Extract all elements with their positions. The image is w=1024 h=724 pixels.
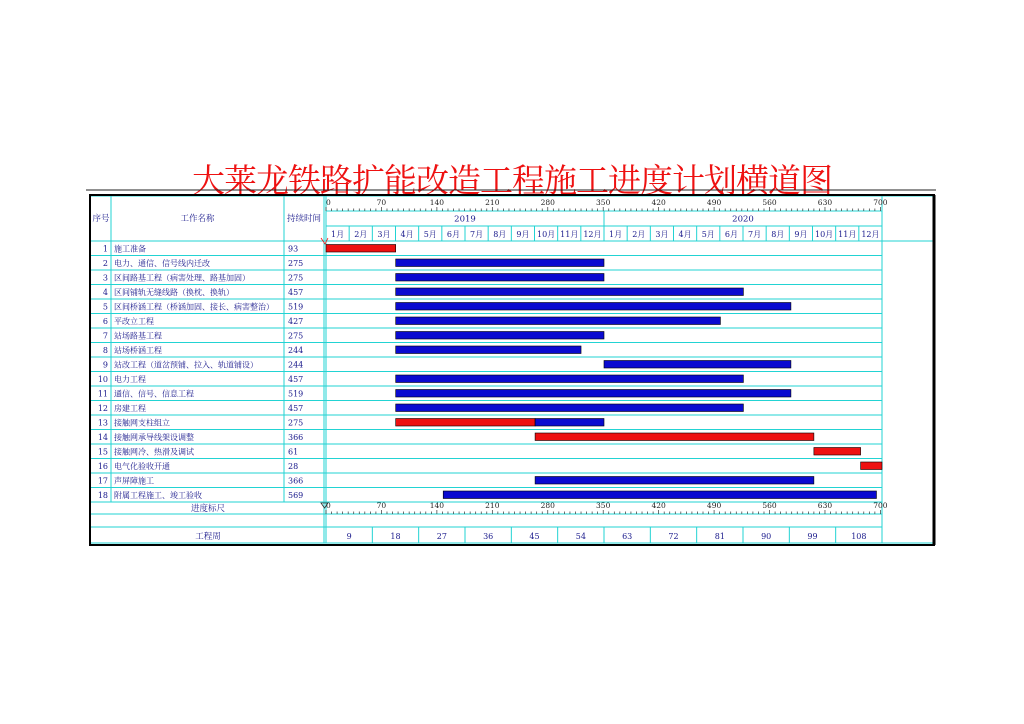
scale-tick-top-label: 280	[540, 198, 555, 207]
task-seq: 6	[102, 317, 108, 326]
month-label: 12月	[861, 230, 880, 239]
task-name: 区间路基工程（病害处理、路基加固）	[114, 273, 250, 283]
month-label: 5月	[701, 230, 715, 239]
year-label: 2019	[454, 214, 476, 225]
task-name: 房建工程	[114, 404, 146, 413]
header-duration: 持续时间	[286, 214, 322, 224]
task-name: 平改立工程	[114, 317, 154, 326]
scale-tick-bottom-label: 350	[596, 501, 611, 510]
gantt-bar-critical	[396, 419, 535, 427]
ruler-label: 进度标尺	[190, 504, 226, 514]
task-duration: 28	[288, 462, 299, 471]
task-name: 声屏障施工	[114, 476, 154, 486]
task-seq: 10	[97, 375, 108, 384]
task-name: 电力、通信、信号线内迁改	[114, 259, 210, 268]
task-seq: 3	[102, 273, 108, 283]
scale-tick-bottom-label: 210	[485, 501, 500, 510]
month-label: 2月	[632, 230, 646, 239]
task-seq: 18	[97, 491, 108, 500]
week-label: 45	[529, 532, 540, 541]
scale-tick-top-label: 350	[596, 198, 611, 207]
header-name: 工作名称	[180, 214, 215, 224]
task-name: 站改工程（道岔预铺、拉入、轨道铺设）	[114, 360, 258, 370]
scale-tick-top-label: 140	[429, 198, 445, 207]
task-seq: 13	[97, 418, 108, 428]
task-seq: 17	[97, 476, 108, 486]
gantt-bar	[396, 274, 604, 282]
task-duration: 519	[288, 302, 304, 312]
task-duration: 457	[288, 375, 304, 384]
month-label: 9月	[794, 230, 808, 239]
gantt-bar-critical	[326, 245, 396, 253]
task-seq: 8	[102, 346, 108, 355]
task-name: 区间铺轨无缝线路（换枕、换轨）	[114, 288, 234, 297]
scale-tick-bottom-label: 700	[873, 501, 888, 510]
task-name: 通信、信号、信息工程	[114, 389, 194, 399]
month-label: 7月	[748, 230, 762, 239]
gantt-bar	[604, 361, 791, 369]
gantt-bar	[535, 419, 604, 427]
task-duration: 427	[288, 317, 304, 326]
task-duration: 519	[288, 389, 304, 399]
week-label: 90	[761, 532, 772, 541]
task-seq: 16	[97, 462, 108, 471]
gantt-bar	[443, 491, 876, 499]
gantt-bar-critical	[535, 433, 814, 441]
year-label: 2020	[732, 214, 754, 225]
task-seq: 1	[102, 244, 108, 254]
week-label: 36	[483, 532, 494, 541]
scale-tick-bottom-label: 490	[706, 501, 722, 510]
gantt-bar-critical	[814, 448, 861, 456]
task-name: 施工准备	[114, 244, 146, 254]
task-name: 附属工程施工、竣工验收	[114, 491, 202, 500]
month-label: 11月	[838, 230, 857, 239]
task-seq: 14	[97, 433, 108, 442]
gantt-bar	[396, 375, 744, 383]
task-duration: 61	[288, 447, 299, 457]
scale-tick-bottom-label: 560	[762, 501, 777, 510]
task-duration: 244	[288, 346, 304, 355]
task-name: 接触网承导线架设调整	[114, 433, 194, 442]
scale-tick-bottom-label: 0	[326, 501, 331, 510]
month-label: 8月	[771, 230, 785, 239]
gantt-bar	[535, 477, 814, 485]
month-label: 5月	[423, 230, 437, 239]
month-label: 3月	[655, 230, 669, 239]
task-name: 站场路基工程	[114, 331, 162, 341]
task-name: 接触网支柱组立	[114, 418, 170, 428]
gantt-bar	[396, 390, 791, 398]
task-duration: 457	[288, 404, 304, 413]
scale-tick-bottom-label: 630	[817, 501, 833, 510]
week-label: 54	[575, 532, 586, 541]
month-label: 3月	[377, 230, 391, 239]
task-name: 站场桥涵工程	[114, 346, 162, 355]
month-label: 11月	[560, 230, 579, 239]
task-duration: 366	[288, 476, 304, 486]
task-duration: 93	[288, 244, 299, 254]
month-label: 4月	[678, 230, 692, 239]
week-label: 99	[807, 532, 818, 541]
week-label: 27	[436, 532, 447, 541]
week-label: 9	[346, 532, 352, 541]
week-label: 18	[390, 532, 401, 541]
task-seq: 11	[97, 389, 108, 399]
scale-tick-bottom-label: 70	[376, 501, 387, 510]
gantt-bar-critical	[861, 462, 882, 470]
month-label: 1月	[331, 230, 345, 239]
task-seq: 2	[102, 259, 108, 268]
task-name: 区间桥涵工程（桥涵加固、接长、病害整治）	[114, 302, 274, 312]
month-label: 6月	[446, 230, 460, 239]
scale-tick-top-label: 560	[762, 198, 777, 207]
scale-tick-bottom-label: 280	[540, 501, 555, 510]
scale-tick-bottom-label: 420	[651, 501, 666, 510]
gantt-bar	[396, 288, 744, 296]
month-label: 10月	[814, 230, 834, 239]
gantt-bar	[396, 259, 604, 267]
task-seq: 12	[97, 404, 108, 413]
task-name: 电力工程	[114, 375, 146, 384]
page-title: 大莱龙铁路扩能改造工程施工进度计划横道图	[192, 161, 832, 200]
month-label: 7月	[470, 230, 484, 239]
scale-tick-top-label: 420	[651, 198, 666, 207]
task-seq: 4	[102, 288, 108, 297]
scale-tick-bottom-label: 140	[429, 501, 445, 510]
week-label: 81	[714, 532, 725, 541]
scale-tick-top-label: 490	[706, 198, 722, 207]
task-duration: 569	[288, 491, 304, 500]
task-duration: 275	[288, 259, 304, 268]
task-duration: 275	[288, 273, 304, 283]
week-label: 63	[622, 532, 633, 541]
gantt-bar	[396, 317, 721, 325]
month-label: 1月	[609, 230, 623, 239]
task-seq: 9	[102, 360, 108, 370]
task-seq: 7	[102, 331, 108, 341]
scale-tick-top-label: 700	[873, 198, 888, 207]
task-duration: 275	[288, 331, 304, 341]
month-label: 6月	[724, 230, 738, 239]
task-duration: 366	[288, 433, 304, 442]
task-duration: 244	[288, 360, 304, 370]
scale-tick-top-label: 630	[817, 198, 833, 207]
month-label: 12月	[583, 230, 602, 239]
month-label: 2月	[354, 230, 368, 239]
task-duration: 457	[288, 288, 304, 297]
gantt-bar	[396, 404, 744, 412]
scale-tick-top-label: 70	[376, 198, 387, 207]
month-label: 8月	[493, 230, 507, 239]
task-name: 电气化验收开通	[114, 462, 170, 471]
gantt-bar	[396, 332, 604, 340]
month-label: 4月	[400, 230, 414, 239]
gantt-bar	[396, 303, 791, 311]
task-name: 接触网冷、热滑及调试	[114, 447, 194, 457]
weeks-label: 工程周	[195, 532, 221, 542]
task-duration: 275	[288, 418, 304, 428]
gantt-bar	[396, 346, 581, 354]
task-seq: 5	[102, 302, 108, 312]
task-seq: 15	[97, 447, 108, 457]
month-label: 9月	[516, 230, 530, 239]
header-seq: 序号	[92, 214, 110, 224]
week-label: 108	[851, 532, 867, 541]
week-label: 72	[668, 532, 679, 541]
month-label: 10月	[536, 230, 556, 239]
scale-tick-top-label: 0	[326, 198, 331, 207]
scale-tick-top-label: 210	[485, 198, 500, 207]
